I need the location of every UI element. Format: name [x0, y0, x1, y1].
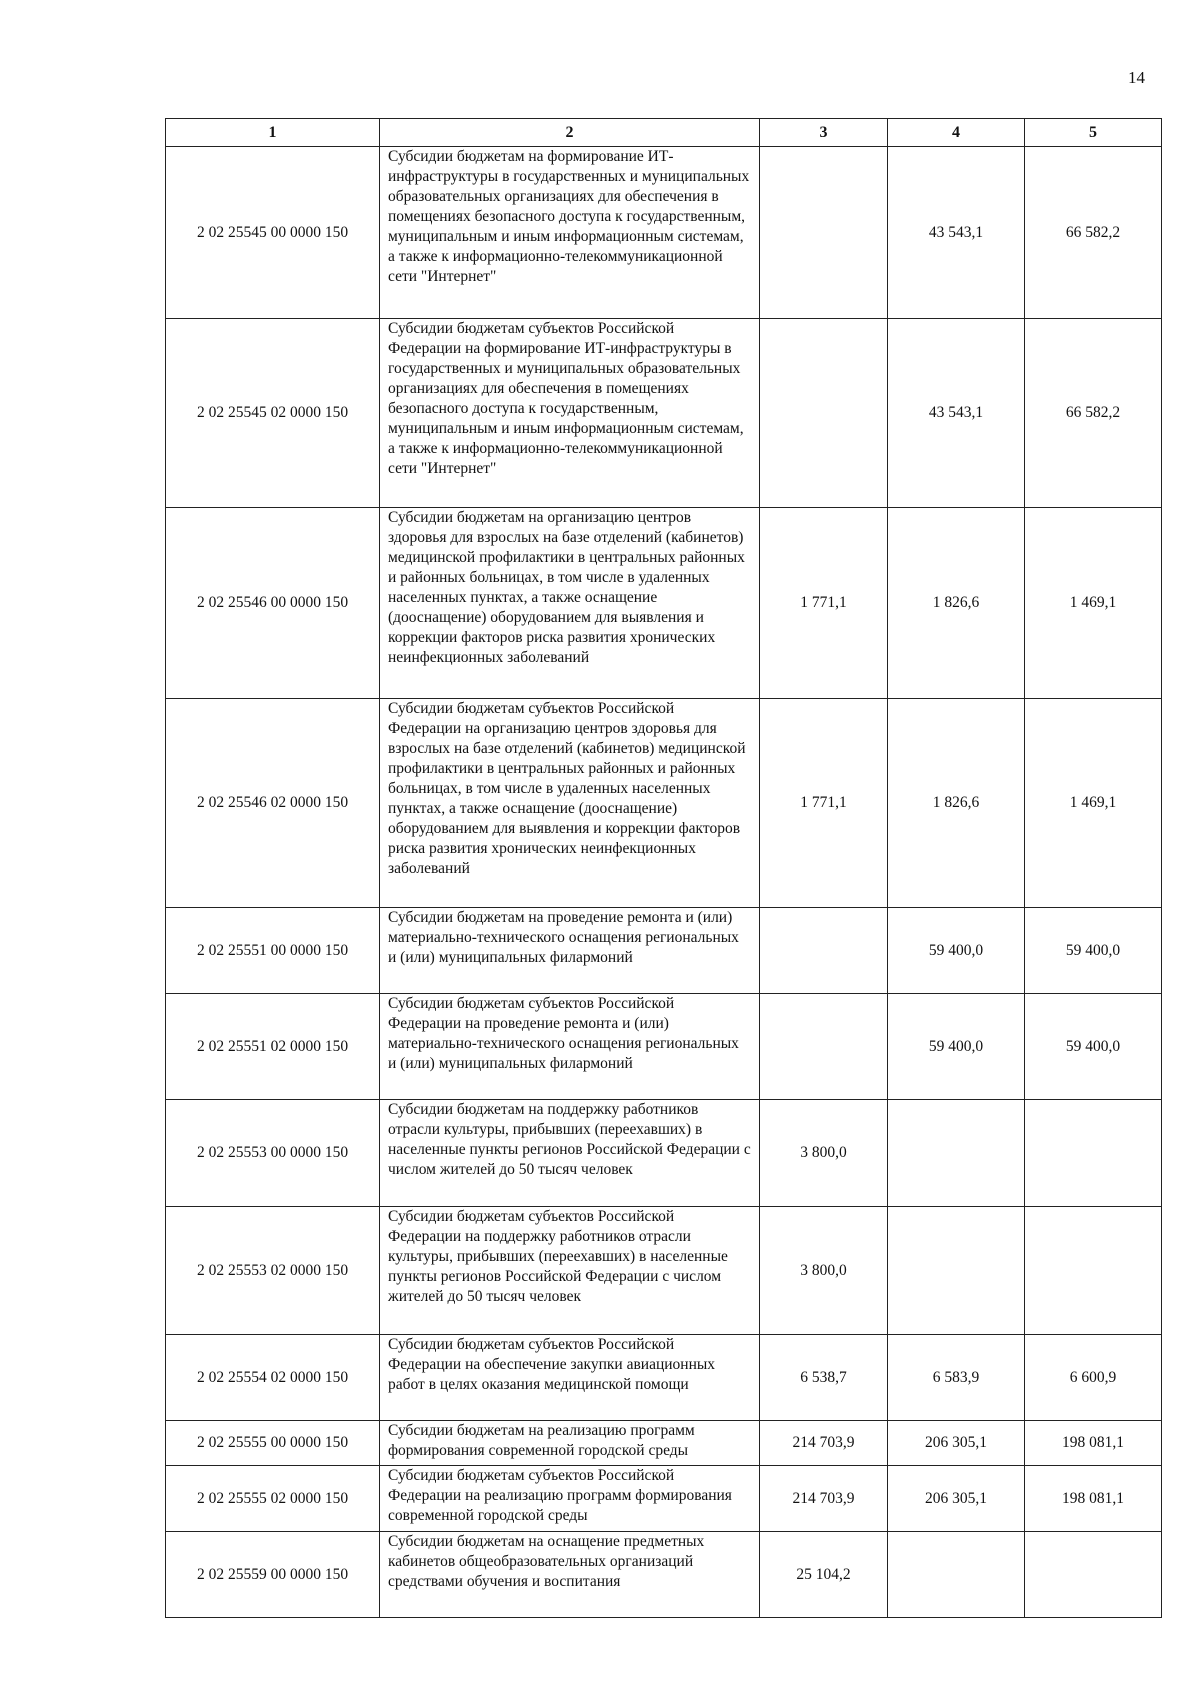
budget-code: 2 02 25555 02 0000 150 [166, 1466, 380, 1532]
value-col3 [760, 994, 888, 1100]
table-row [166, 994, 1162, 1100]
row-description: Субсидии бюджетам субъектов Российской Федерации на организацию центров здоровья для взрослых на базе отделений (кабинетов) медицинской профилактики в центральных районных и районных больницах, в том числе в удаленных населенных пунктах, а также оснащение (дооснащение) оборудованием для выявления и коррекции факторов риска развития хронических неинфекционных заболеваний [380, 699, 760, 908]
value-col4 [888, 1207, 1025, 1335]
table-row [166, 147, 1162, 319]
budget-code: 2 02 25554 02 0000 150 [166, 1335, 380, 1421]
value-col5: 1 469,1 [1025, 508, 1162, 699]
value-col3: 1 771,1 [760, 508, 888, 699]
value-col3 [760, 147, 888, 319]
row-description: Субсидии бюджетам на проведение ремонта и (или) материально-технического оснащения региональных и (или) муниципальных филармоний [380, 908, 760, 994]
budget-code: 2 02 25546 02 0000 150 [166, 699, 380, 908]
value-col4: 43 543,1 [888, 319, 1025, 508]
value-col3: 1 771,1 [760, 699, 888, 908]
table-row [166, 508, 1162, 699]
budget-code: 2 02 25546 00 0000 150 [166, 508, 380, 699]
row-description: Субсидии бюджетам субъектов Российской Федерации на проведение ремонта и (или) материально-технического оснащения региональных и (или) муниципальных филармоний [380, 994, 760, 1100]
value-col4: 1 826,6 [888, 508, 1025, 699]
value-col4: 59 400,0 [888, 908, 1025, 994]
value-col3: 214 703,9 [760, 1421, 888, 1466]
value-col4 [888, 1100, 1025, 1207]
value-col4: 206 305,1 [888, 1466, 1025, 1532]
column-header-4: 4 [888, 119, 1025, 147]
table-header [166, 119, 1162, 147]
column-header-1: 1 [166, 119, 380, 147]
row-description: Субсидии бюджетам на поддержку работников отрасли культуры, прибывших (переехавших) в населенные пункты регионов Российской Федерации с числом жителей до 50 тысяч человек [380, 1100, 760, 1207]
row-description: Субсидии бюджетам на оснащение предметных кабинетов общеобразовательных организаций средствами обучения и воспитания [380, 1532, 760, 1618]
row-description: Субсидии бюджетам на организацию центров здоровья для взрослых на базе отделений (кабинетов) медицинской профилактики в центральных районных и районных больницах, в том числе в удаленных населенных пунктах, а также оснащение (дооснащение) оборудованием для выявления и коррекции факторов риска развития хронических неинфекционных заболеваний [380, 508, 760, 699]
row-description: Субсидии бюджетам субъектов Российской Федерации на реализацию программ формирования современной городской среды [380, 1466, 760, 1532]
value-col3 [760, 908, 888, 994]
table-row [166, 1207, 1162, 1335]
table-row [166, 699, 1162, 908]
column-header-3: 3 [760, 119, 888, 147]
table-row [166, 1335, 1162, 1421]
value-col4: 59 400,0 [888, 994, 1025, 1100]
budget-code: 2 02 25551 02 0000 150 [166, 994, 380, 1100]
table-row [166, 1421, 1162, 1466]
value-col5 [1025, 1100, 1162, 1207]
value-col5: 198 081,1 [1025, 1466, 1162, 1532]
table-body [166, 147, 1162, 1618]
budget-code: 2 02 25545 00 0000 150 [166, 147, 380, 319]
budget-code: 2 02 25545 02 0000 150 [166, 319, 380, 508]
budget-code: 2 02 25551 00 0000 150 [166, 908, 380, 994]
value-col5: 1 469,1 [1025, 699, 1162, 908]
value-col5: 6 600,9 [1025, 1335, 1162, 1421]
value-col3 [760, 319, 888, 508]
column-header-2: 2 [380, 119, 760, 147]
value-col5: 59 400,0 [1025, 994, 1162, 1100]
value-col4: 206 305,1 [888, 1421, 1025, 1466]
header-row [166, 119, 1162, 147]
table-row [166, 1532, 1162, 1618]
value-col4: 43 543,1 [888, 147, 1025, 319]
value-col3: 3 800,0 [760, 1100, 888, 1207]
budget-table [165, 118, 1162, 1618]
row-description: Субсидии бюджетам субъектов Российской Федерации на формирование ИТ-инфраструктуры в государственных и муниципальных образовательных организациях для обеспечения в помещениях безопасного доступа к государственным, муниципальным и иным информационным системам, а также к информационно-телекоммуникационной сети "Интернет" [380, 319, 760, 508]
value-col5: 66 582,2 [1025, 147, 1162, 319]
table-row [166, 908, 1162, 994]
row-description: Субсидии бюджетам субъектов Российской Федерации на поддержку работников отрасли культуры, прибывших (переехавших) в населенные пункты регионов Российской Федерации с числом жителей до 50 тысяч человек [380, 1207, 760, 1335]
table-row [166, 1466, 1162, 1532]
value-col4: 6 583,9 [888, 1335, 1025, 1421]
budget-code: 2 02 25553 00 0000 150 [166, 1100, 380, 1207]
page-number: 14 [1128, 68, 1145, 87]
table-row [166, 319, 1162, 508]
budget-code: 2 02 25559 00 0000 150 [166, 1532, 380, 1618]
table-row [166, 1100, 1162, 1207]
budget-code: 2 02 25555 00 0000 150 [166, 1421, 380, 1466]
value-col5: 66 582,2 [1025, 319, 1162, 508]
row-description: Субсидии бюджетам субъектов Российской Федерации на обеспечение закупки авиационных работ в целях оказания медицинской помощи [380, 1335, 760, 1421]
value-col5 [1025, 1532, 1162, 1618]
budget-code: 2 02 25553 02 0000 150 [166, 1207, 380, 1335]
row-description: Субсидии бюджетам на реализацию программ формирования современной городской среды [380, 1421, 760, 1466]
value-col5: 198 081,1 [1025, 1421, 1162, 1466]
value-col4 [888, 1532, 1025, 1618]
value-col3: 25 104,2 [760, 1532, 888, 1618]
value-col5: 59 400,0 [1025, 908, 1162, 994]
value-col3: 214 703,9 [760, 1466, 888, 1532]
row-description: Субсидии бюджетам на формирование ИТ-инфраструктуры в государственных и муниципальных образовательных организациях для обеспечения в помещениях безопасного доступа к государственным, муниципальным и иным информационным системам, а также к информационно-телекоммуникационной сети "Интернет" [380, 147, 760, 319]
value-col4: 1 826,6 [888, 699, 1025, 908]
value-col5 [1025, 1207, 1162, 1335]
value-col3: 3 800,0 [760, 1207, 888, 1335]
value-col3: 6 538,7 [760, 1335, 888, 1421]
column-header-5: 5 [1025, 119, 1162, 147]
